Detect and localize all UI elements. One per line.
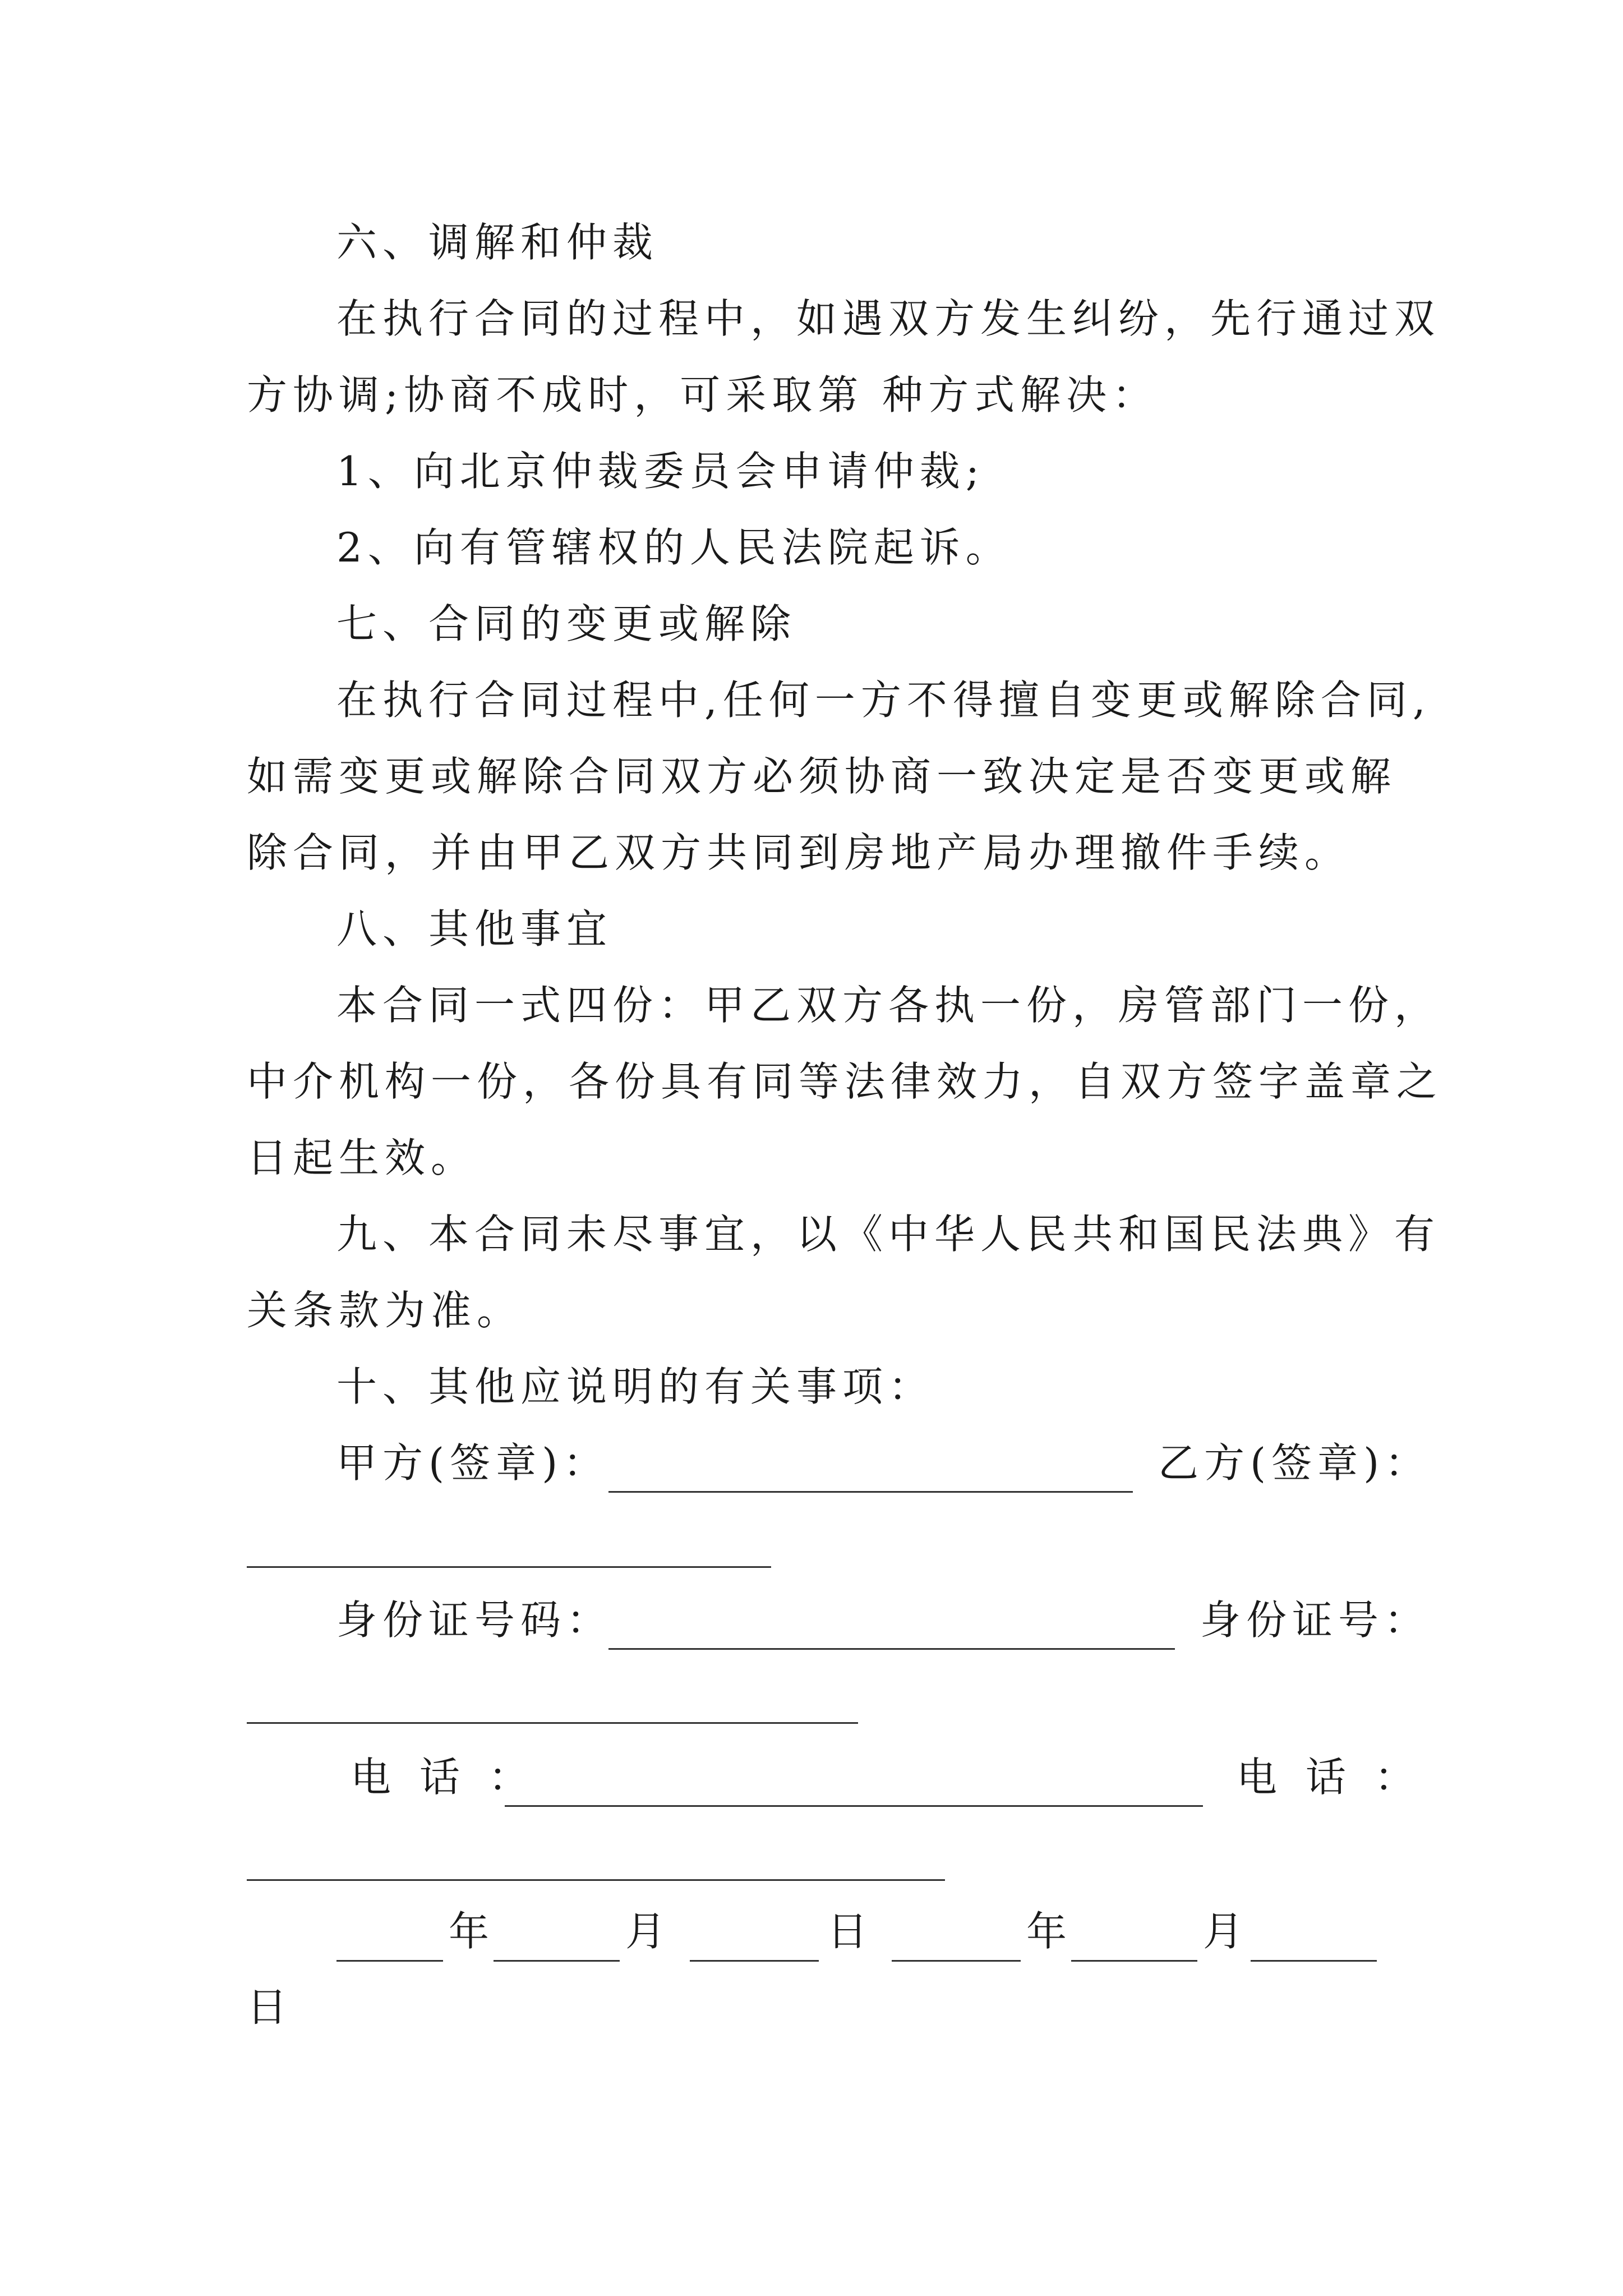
date-b-year-blank[interactable] <box>892 1960 1021 1962</box>
section7-text-line3: 除合同，并由甲乙双方共同到房地产局办理撤件手续。 <box>247 829 1351 876</box>
section9-text-line1: 九、本合同未尽事宜，以《中华人民共和国民法典》有 <box>336 1211 1441 1258</box>
party-b-id-label: 身份证号： <box>1200 1596 1431 1644</box>
party-a-id-label: 身份证号码： <box>336 1596 613 1644</box>
section8-text-line1: 本合同一式四份：甲乙双方各执一份，房管部门一份， <box>336 982 1441 1029</box>
section6-item2: 2、向有管辖权的人民法院起诉。 <box>336 524 1012 571</box>
section10-heading: 十、其他应说明的有关事项： <box>336 1363 935 1410</box>
party-b-signature-label: 乙方(签章)： <box>1158 1439 1431 1487</box>
date-a-day-blank[interactable] <box>690 1960 819 1962</box>
date-b-month-label: 月 <box>1203 1908 1244 1955</box>
section6-heading: 六、调解和仲裁 <box>336 219 659 266</box>
party-a-phone-line[interactable] <box>505 1805 1203 1807</box>
date-a-day-label: 日 <box>827 1908 868 1955</box>
party-a-id-line[interactable] <box>608 1648 1175 1650</box>
date-a-year-label: 年 <box>449 1908 490 1955</box>
date-a-month-blank[interactable] <box>494 1960 620 1962</box>
party-b-id-line[interactable] <box>247 1722 858 1724</box>
party-b-phone-label: 电 话 ： <box>1237 1754 1423 1801</box>
date-b-day-blank[interactable] <box>1251 1960 1377 1962</box>
party-b-phone-line[interactable] <box>247 1879 945 1881</box>
section8-heading: 八、其他事宜 <box>336 905 613 953</box>
section6-text-line1: 在执行合同的过程中，如遇双方发生纠纷，先行通过双 <box>336 295 1441 342</box>
party-b-signature-line[interactable] <box>247 1566 771 1568</box>
section9-text-line2: 关条款为准。 <box>247 1287 523 1334</box>
section7-text-line2: 如需变更或解除合同双方必须协商一致决定是否变更或解 <box>247 753 1397 800</box>
section6-text-line2: 方协调;协商不成时，可采取第 种方式解决： <box>247 371 1159 418</box>
party-a-signature-line[interactable] <box>608 1491 1133 1493</box>
date-a-month-label: 月 <box>625 1908 666 1955</box>
date-b-month-blank[interactable] <box>1071 1960 1197 1962</box>
date-b-year-label: 年 <box>1026 1908 1067 1955</box>
section7-heading: 七、合同的变更或解除 <box>336 600 797 647</box>
party-a-phone-label: 电 话 ： <box>351 1754 537 1801</box>
section8-text-line2: 中介机构一份，各份具有同等法律效力，自双方签字盖章之 <box>247 1058 1443 1105</box>
section6-item1: 1、向北京仲裁委员会申请仲裁; <box>336 448 985 495</box>
date-b-day-label: 日 <box>247 1984 288 2031</box>
section8-text-line3: 日起生效。 <box>247 1134 477 1181</box>
party-a-signature-label: 甲方(签章)： <box>336 1439 610 1487</box>
date-a-year-blank[interactable] <box>336 1960 443 1962</box>
section7-text-line1: 在执行合同过程中,任何一方不得擅自变更或解除合同, <box>336 677 1431 724</box>
